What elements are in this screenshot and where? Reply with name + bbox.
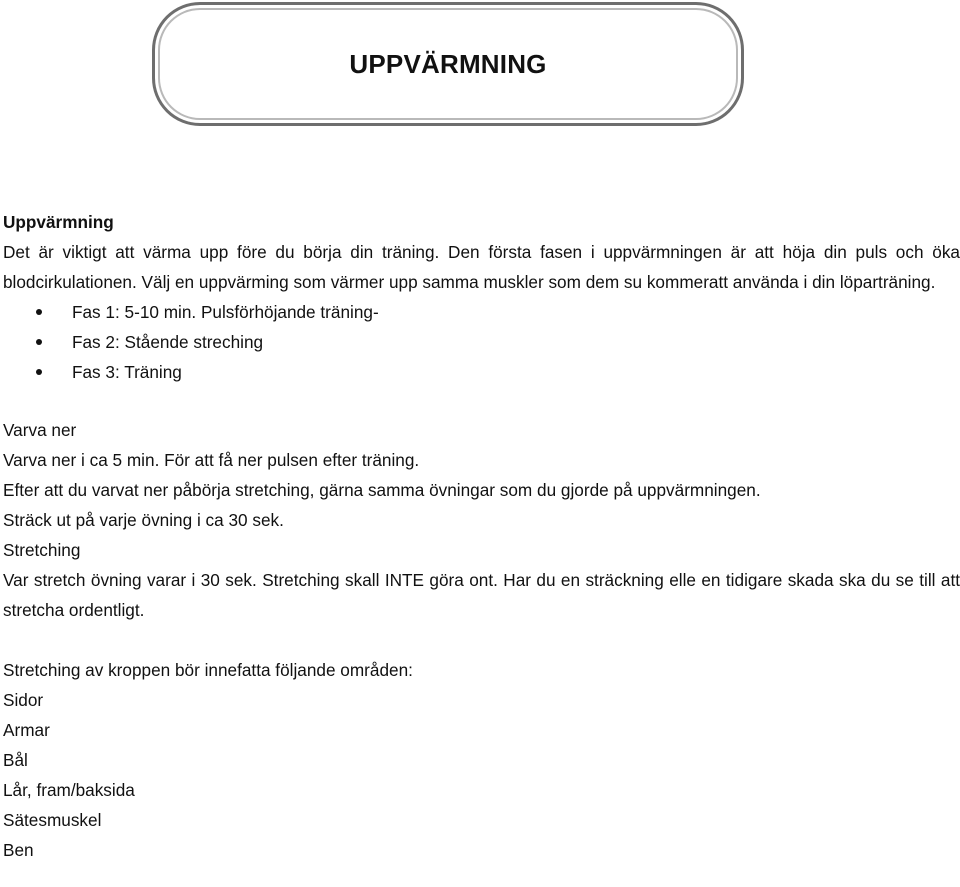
bullet-icon bbox=[36, 339, 42, 345]
document-body bbox=[3, 207, 960, 865]
cooldown-line: Varva ner i ca 5 min. För att få ner pulsen efter träning. bbox=[3, 450, 420, 470]
warmup-intro: Det är viktigt att värma upp före du börja din träning. Den första fasen i uppvärmningen är att höja din puls och öka blodcirkulationen. Välj en uppvärming som värmer upp samma muskler som dem su kommeratt använda i din löparträning. bbox=[3, 242, 960, 292]
warmup-heading: Uppvärmning bbox=[3, 212, 114, 232]
stretch-area: Sätesmuskel bbox=[3, 810, 102, 830]
list-item bbox=[3, 327, 960, 357]
stretch-area: Armar bbox=[3, 720, 50, 740]
phase-label: Fas 3: Träning bbox=[72, 362, 182, 382]
stretching-areas-intro: Stretching av kroppen bör innefatta följande områden: bbox=[3, 660, 413, 680]
title-banner bbox=[152, 2, 744, 126]
stretch-area: Sidor bbox=[3, 690, 44, 710]
list-item bbox=[3, 357, 960, 387]
phase-label: Fas 1: 5-10 min. Pulsförhöjande träning- bbox=[72, 302, 379, 322]
stretching-heading: Stretching bbox=[3, 540, 81, 560]
stretching-text: Var stretch övning varar i 30 sek. Stretching skall INTE göra ont. Har du en sträckning elle en tidigare skada ska du se till att stretcha ordentligt. bbox=[3, 570, 960, 620]
cooldown-line: Sträck ut på varje övning i ca 30 sek. bbox=[3, 510, 284, 530]
spacer bbox=[3, 625, 960, 655]
list-item bbox=[3, 297, 960, 327]
stretch-area: Bål bbox=[3, 750, 28, 770]
bullet-icon bbox=[36, 309, 42, 315]
phase-label: Fas 2: Stående streching bbox=[72, 332, 264, 352]
bullet-icon bbox=[36, 369, 42, 375]
phase-list bbox=[3, 297, 960, 387]
spacer bbox=[3, 387, 960, 415]
cooldown-line: Efter att du varvat ner påbörja stretching, gärna samma övningar som du gjorde på uppvärmningen. bbox=[3, 480, 761, 500]
cooldown-heading: Varva ner bbox=[3, 420, 77, 440]
page-title: UPPVÄRMNING bbox=[349, 48, 547, 79]
stretch-area: Ben bbox=[3, 840, 34, 860]
stretch-area: Lår, fram/baksida bbox=[3, 780, 135, 800]
